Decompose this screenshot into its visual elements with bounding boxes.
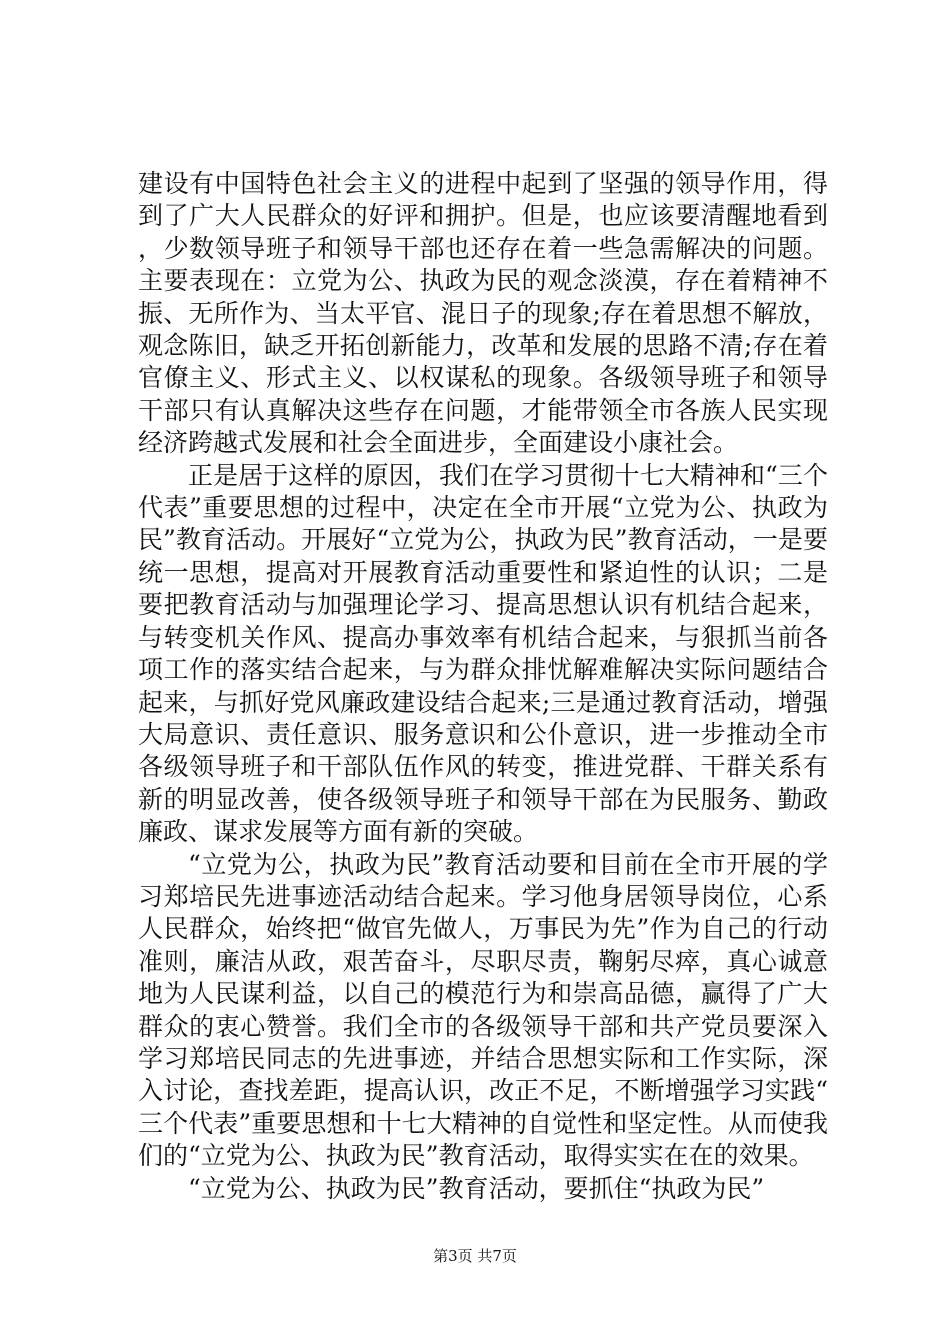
paragraph: 建设有中国特色社会主义的进程中起到了坚强的领导作用，得到了广大人民群众的好评和拥护。但是，也应该要清醒地看到，少数领导班子和领导干部也还存在着一些急需解决的问题。主要表现在：立党为公、执政为民的观念淡漠，存在着精神不振、无所作为、当太平官、混日子的现象;存在着思想不解放，观念陈旧，缺乏开拓创新能力，改革和发展的思路不清;存在着官僚主义、形式主义、以权谋私的现象。各级领导班子和领导干部只有认真解决这些存在问题，才能带领全市各族人民实现经济跨越式发展和社会全面进步，全面建设小康社会。 [138,169,828,458]
paragraph: 正是居于这样的原因，我们在学习贯彻十七大精神和“三个代表”重要思想的过程中，决定在全市开展“立党为公、执政为民”教育活动。开展好“立党为公，执政为民”教育活动，一是要统一思想，提高对开展教育活动重要性和紧迫性的认识；二是要把教育活动与加强理论学习、提高思想认识有机结合起来，与转变机关作风、提高办事效率有机结合起来，与狠抓当前各项工作的落实结合起来，与为群众排忧解难解决实际问题结合起来，与抓好党风廉政建设结合起来;三是通过教育活动，增强大局意识、责任意识、服务意识和公仆意识，进一步推动全市各级领导班子和干部队伍作风的转变，推进党群、干群关系有新的明显改善，使各级领导班子和领导干部在为民服务、勤政廉政、谋求发展等方面有新的突破。 [138,460,828,847]
document-body [138,168,828,1205]
paragraph: “立党为公，执政为民”教育活动要和目前在全市开展的学习郑培民先进事迹活动结合起来。学习他身居领导岗位，心系人民群众，始终把“做官先做人，万事民为先”作为自己的行动准则，廉洁从政，艰苦奋斗，尽职尽责，鞠躬尽瘁，真心诚意地为人民谋利益，以自己的模范行为和崇高品德，赢得了广大群众的衷心赞誉。我们全市的各级领导干部和共产党员要深入学习郑培民同志的先进事迹，并结合思想实际和工作实际，深入讨论，查找差距，提高认识，改正不足，不断增强学习实践“三个代表”重要思想和十七大精神的自觉性和坚定性。从而使我们的“立党为公、执政为民”教育活动，取得实实在在的效果。 [138,849,828,1171]
paragraph: “立党为公、执政为民”教育活动，要抓住“执政为民” [188,1173,765,1203]
page-number: 第3页 共7页 [433,1247,517,1265]
